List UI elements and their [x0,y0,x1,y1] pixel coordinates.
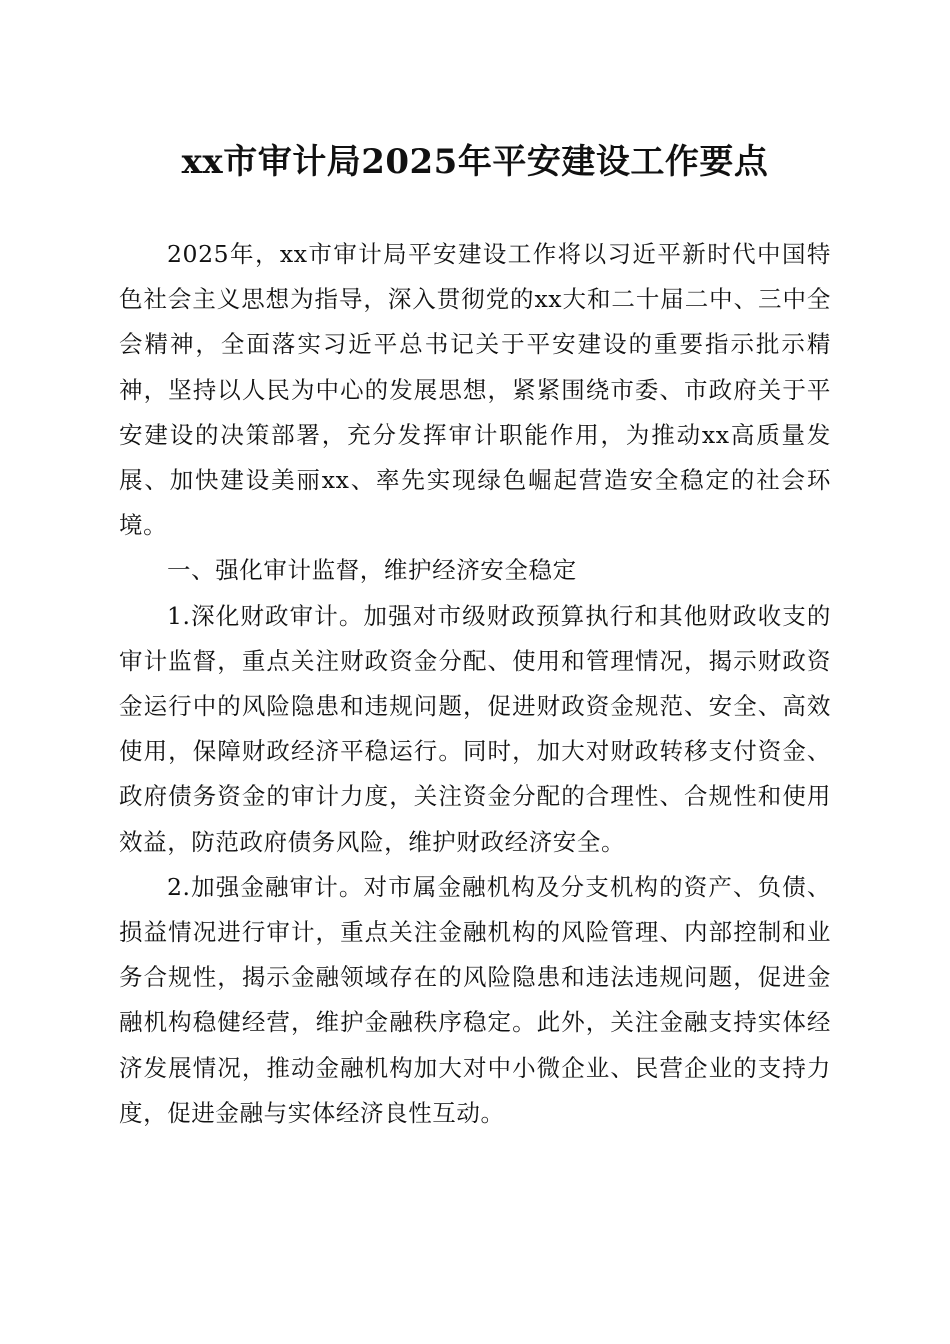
item-paragraph-2: 2.加强金融审计。对市属金融机构及分支机构的资产、负债、损益情况进行审计，重点关注金融机构的风险管理、内部控制和业务合规性，揭示金融领域存在的风险隐患和违法违规问题，促进金融机构稳健经营，维护金融秩序稳定。此外，关注金融支持实体经济发展情况，推动金融机构加大对中小微企业、民营企业的支持力度，促进金融与实体经济良性互动。 [119,872,831,1127]
document-title: xx市审计局2025年平安建设工作要点 [181,142,769,182]
intro-paragraph: 2025年，xx市审计局平安建设工作将以习近平新时代中国特色社会主义思想为指导，深入贯彻党的xx大和二十届二中、三中全会精神，全面落实习近平总书记关于平安建设的重要指示批示精神，坚持以人民为中心的发展思想，紧紧围绕市委、市政府关于平安建设的决策部署，充分发挥审计职能作用，为推动xx高质量发展、加快建设美丽xx、率先实现绿色崛起营造安全稳定的社会环境。 [119,240,831,540]
document-body [119,232,831,1136]
item-paragraph-1: 1.深化财政审计。加强对市级财政预算执行和其他财政收支的审计监督，重点关注财政资金分配、使用和管理情况，揭示财政资金运行中的风险隐患和违规问题，促进财政资金规范、安全、高效使用，保障财政经济平稳运行。同时，加大对财政转移支付资金、政府债务资金的审计力度，关注资金分配的合理性、合规性和使用效益，防范政府债务风险，维护财政经济安全。 [119,601,831,856]
section-heading: 一、强化审计监督，维护经济安全稳定 [167,556,577,585]
